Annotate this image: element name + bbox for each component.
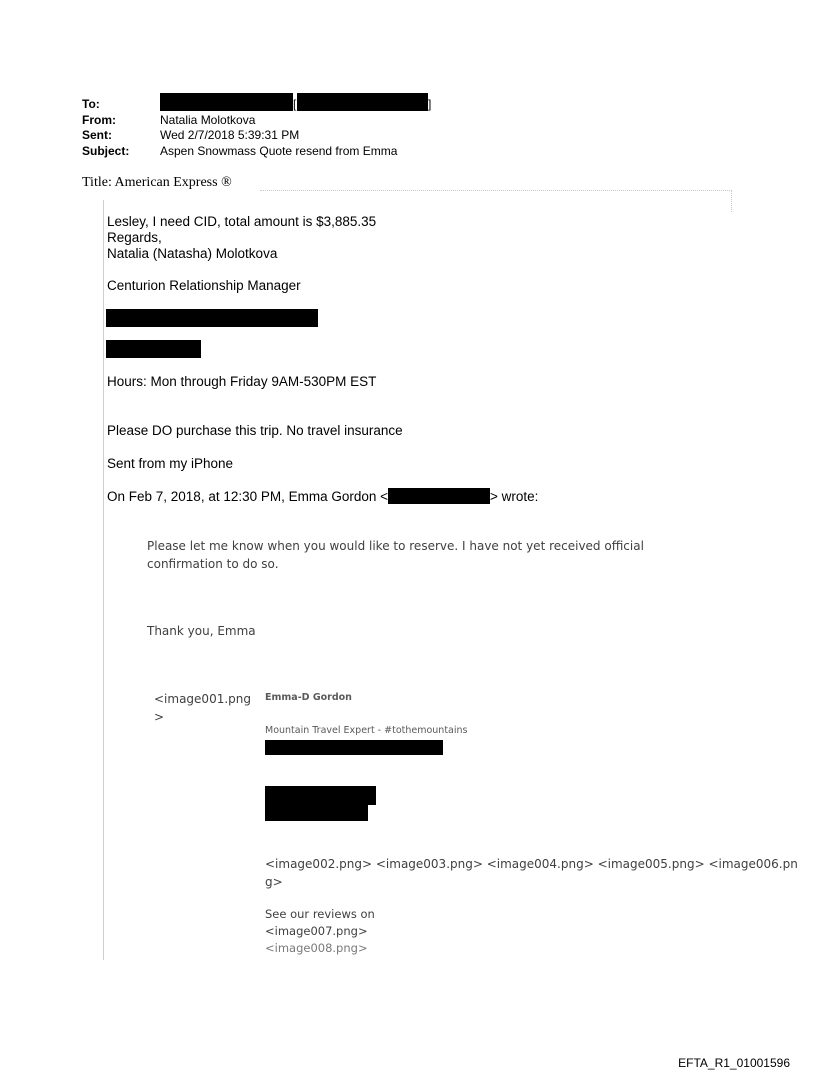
body-line: Lesley, I need CID, total amount is $3,885.35 xyxy=(107,214,377,229)
redaction xyxy=(265,786,376,805)
image-placeholders: g> xyxy=(265,875,283,889)
reviews-text: See our reviews on xyxy=(265,907,375,921)
redaction xyxy=(388,488,490,504)
redaction xyxy=(297,93,428,111)
quote-bar xyxy=(103,200,104,960)
divider xyxy=(731,190,732,212)
body-hours: Hours: Mon through Friday 9AM-530PM EST xyxy=(107,374,377,389)
from-label: From: xyxy=(82,113,116,127)
image-placeholder: <image001.png xyxy=(154,692,251,706)
quoted-para-line: confirmation to do so. xyxy=(147,557,279,571)
quote-intro-prefix: On Feb 7, 2018, at 12:30 PM, Emma Gordon < xyxy=(107,489,389,504)
body-line: Regards, xyxy=(107,230,162,245)
image-placeholders: <image002.png> <image003.png> <image004.png> <image005.png> <image006.pn xyxy=(265,857,798,871)
to-label: To: xyxy=(82,97,100,111)
sent-label: Sent: xyxy=(82,128,112,142)
redaction xyxy=(265,740,443,755)
quoted-para-line: Please let me know when you would like to reserve. I have not yet received official xyxy=(147,539,644,553)
signature-title: Mountain Travel Expert - #tothemountains xyxy=(265,725,468,736)
subject-value: Aspen Snowmass Quote resend from Emma xyxy=(160,144,398,158)
quoted-thanks: Thank you, Emma xyxy=(147,624,256,638)
sent-value: Wed 2/7/2018 5:39:31 PM xyxy=(160,128,300,142)
image-placeholder: <image008.png> xyxy=(265,941,368,955)
body-line: Natalia (Natasha) Molotkova xyxy=(107,246,278,261)
redaction xyxy=(265,804,368,821)
document-id: EFTA_R1_01001596 xyxy=(678,1056,790,1070)
bracket-close: ] xyxy=(428,97,432,111)
redaction xyxy=(106,340,201,358)
image-placeholder: > xyxy=(154,710,165,724)
body-role: Centurion Relationship Manager xyxy=(107,278,301,293)
bracket-open: [ xyxy=(293,97,297,111)
redaction xyxy=(160,93,293,111)
divider xyxy=(260,190,732,191)
quote-intro-suffix: > wrote: xyxy=(490,489,539,504)
from-value: Natalia Molotkova xyxy=(160,113,256,127)
quote-intro xyxy=(107,488,538,505)
title-line: Title: American Express ® xyxy=(82,175,232,190)
body-instruction: Please DO purchase this trip. No travel insurance xyxy=(107,423,403,438)
body-sent-from: Sent from my iPhone xyxy=(107,456,234,471)
redaction xyxy=(106,309,318,327)
image-placeholder: <image007.png> xyxy=(265,924,368,938)
subject-label: Subject: xyxy=(82,144,130,158)
signature-name: Emma-D Gordon xyxy=(265,692,352,703)
